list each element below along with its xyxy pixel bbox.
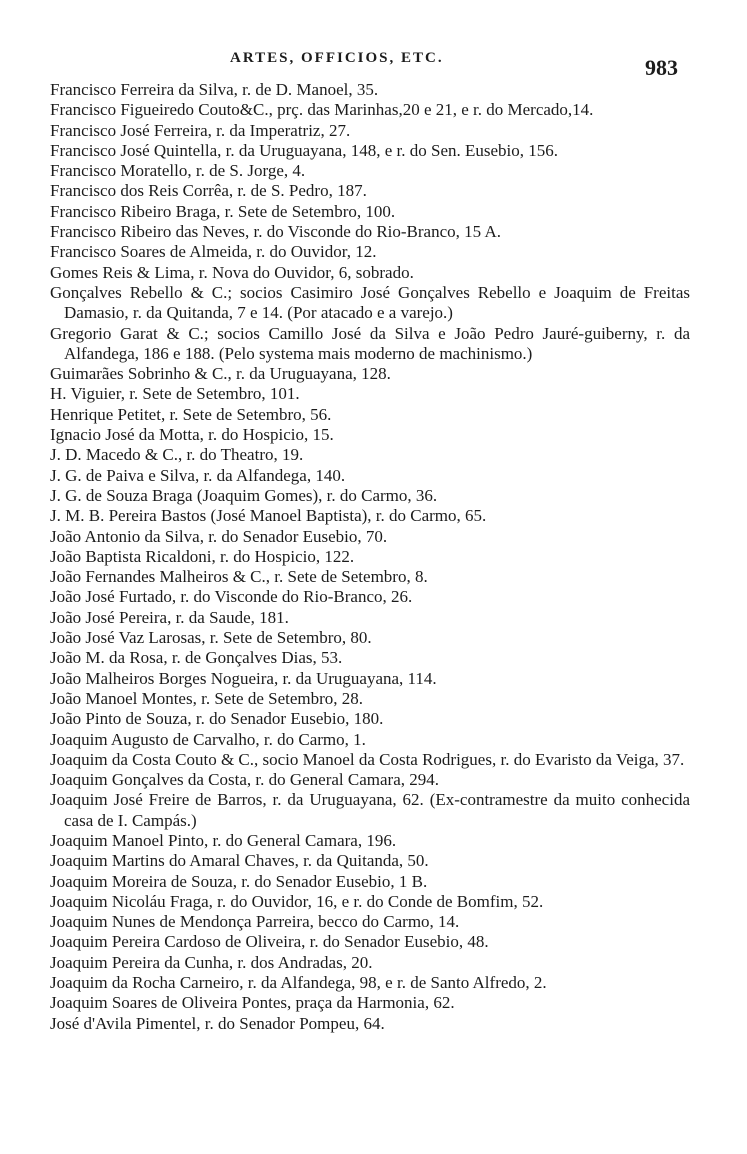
directory-entry: Francisco José Ferreira, r. da Imperatriz, 27. [50, 120, 351, 140]
directory-entry: J. D. Macedo & C., r. do Theatro, 19. [50, 445, 304, 465]
directory-entry: João Antonio da Silva, r. do Senador Eusebio, 70. [50, 526, 388, 546]
directory-entry: J. G. de Paiva e Silva, r. da Alfandega, 140. [50, 465, 346, 485]
directory-entry: João Fernandes Malheiros & C., r. Sete de Setembro, 8. [50, 567, 428, 587]
directory-entry: H. Viguier, r. Sete de Setembro, 101. [50, 384, 300, 404]
directory-entry: Gregorio Garat & C.; socios Camillo José da Silva e João Pedro Jauré-guiberny, r. da Alfandega, 186 e 188. (Pelo systema mais moderno de machinismo.) [50, 323, 690, 363]
directory-entry: João José Pereira, r. da Saude, 181. [50, 607, 289, 627]
directory-entry: Joaquim Pereira Cardoso de Oliveira, r. do Senador Eusebio, 48. [50, 932, 489, 952]
directory-entry: J. G. de Souza Braga (Joaquim Gomes), r. do Carmo, 36. [50, 485, 438, 505]
directory-entry: Francisco José Quintella, r. da Uruguayana, 148, e r. do Sen. Eusebio, 156. [50, 140, 559, 160]
directory-entry: Francisco Ribeiro Braga, r. Sete de Setembro, 100. [50, 201, 396, 221]
directory-entry: José d'Avila Pimentel, r. do Senador Pompeu, 64. [50, 1013, 385, 1033]
directory-entry: Joaquim Moreira de Souza, r. do Senador Eusebio, 1 B. [50, 871, 428, 891]
page-number: 983 [645, 55, 678, 80]
directory-entry: Joaquim da Rocha Carneiro, r. da Alfandega, 98, e r. de Santo Alfredo, 2. [50, 973, 547, 993]
directory-entry: Joaquim Martins do Amaral Chaves, r. da Quitanda, 50. [50, 851, 429, 871]
directory-entry: Francisco dos Reis Corrêa, r. de S. Pedro, 187. [50, 181, 367, 201]
directory-entry: Joaquim da Costa Couto & C., socio Manoel da Costa Rodrigues, r. do Evaristo da Veiga, 37. [50, 749, 685, 769]
directory-entry: João Pinto de Souza, r. do Senador Eusebio, 180. [50, 709, 384, 729]
directory-entry: Joaquim Pereira da Cunha, r. dos Andradas, 20. [50, 952, 373, 972]
directory-entry: João José Furtado, r. do Visconde do Rio-Branco, 26. [50, 587, 413, 607]
directory-entry: Francisco Moratello, r. de S. Jorge, 4. [50, 161, 306, 181]
directory-entry: Francisco Soares de Almeida, r. do Ouvidor, 12. [50, 242, 377, 262]
directory-entries [50, 80, 690, 1034]
directory-entry: João Malheiros Borges Nogueira, r. da Uruguayana, 114. [50, 668, 437, 688]
directory-entry: Joaquim Nicoláu Fraga, r. do Ouvidor, 16, e r. do Conde de Bomfim, 52. [50, 891, 544, 911]
directory-entry: Ignacio José da Motta, r. do Hospicio, 15. [50, 425, 334, 445]
directory-entry: Guimarães Sobrinho & C., r. da Uruguayana, 128. [50, 364, 391, 384]
directory-entry: João Baptista Ricaldoni, r. do Hospicio, 122. [50, 546, 355, 566]
directory-entry: João Manoel Montes, r. Sete de Setembro, 28. [50, 688, 364, 708]
directory-entry: João M. da Rosa, r. de Gonçalves Dias, 53. [50, 648, 343, 668]
directory-entry: Francisco Figueiredo Couto&C., prç. das Marinhas,20 e 21, e r. do Mercado,14. [50, 100, 594, 120]
directory-entry: J. M. B. Pereira Bastos (José Manoel Baptista), r. do Carmo, 65. [50, 506, 487, 526]
directory-entry: Joaquim Nunes de Mendonça Parreira, becco do Carmo, 14. [50, 912, 460, 932]
directory-entry: Gomes Reis & Lima, r. Nova do Ouvidor, 6, sobrado. [50, 262, 414, 282]
directory-entry: João José Vaz Larosas, r. Sete de Setembro, 80. [50, 628, 372, 648]
directory-entry: Joaquim Gonçalves da Costa, r. do General Camara, 294. [50, 770, 440, 790]
directory-entry: Joaquim Soares de Oliveira Pontes, praça da Harmonia, 62. [50, 993, 455, 1013]
directory-entry: Joaquim Augusto de Carvalho, r. do Carmo, 1. [50, 729, 366, 749]
directory-entry: Gonçalves Rebello & C.; socios Casimiro José Gonçalves Rebello e Joaquim de Freitas Damasio, r. da Quitanda, 7 e 14. (Por atacado e a varejo.) [50, 282, 690, 323]
directory-entry: Joaquim Manoel Pinto, r. do General Camara, 196. [50, 830, 397, 850]
directory-entry: Joaquim José Freire de Barros, r. da Uruguayana, 62. (Ex-contramestre da muito conhecida casa de I. Campás.) [50, 790, 690, 830]
directory-entry: Henrique Petitet, r. Sete de Setembro, 56. [50, 404, 332, 424]
directory-entry: Francisco Ribeiro das Neves, r. do Visconde do Rio-Branco, 15 A. [50, 222, 501, 242]
directory-entry: Francisco Ferreira da Silva, r. de D. Manoel, 35. [50, 80, 379, 99]
running-header: ARTES, OFFICIOS, ETC. [230, 50, 444, 66]
